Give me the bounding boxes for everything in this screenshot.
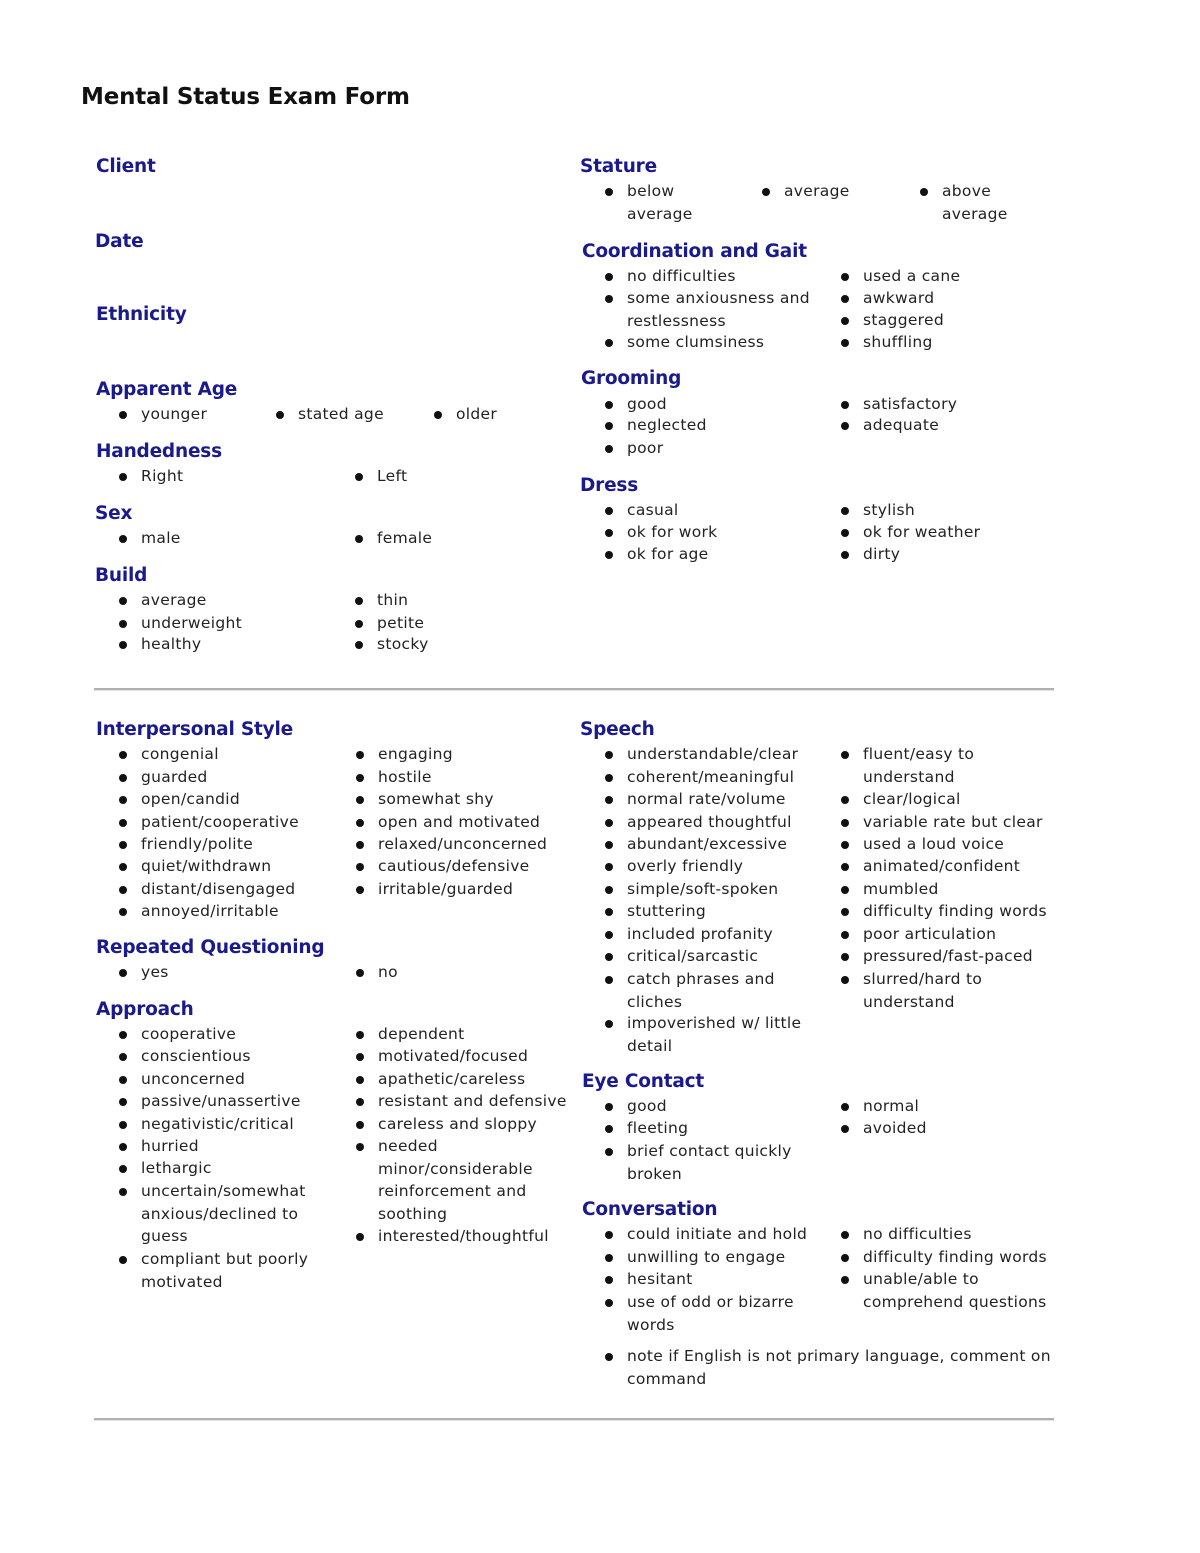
option-coherent[interactable]: coherent/meaningful	[605, 766, 835, 789]
option-engaging[interactable]: engaging	[356, 743, 566, 766]
bullet-icon	[841, 953, 849, 961]
bullet-icon	[605, 1020, 613, 1028]
bullet-icon	[119, 473, 127, 481]
bullet-icon	[841, 551, 849, 559]
bullet-icon	[605, 751, 613, 759]
bullet-icon	[841, 1254, 849, 1262]
bullet-icon	[605, 422, 613, 430]
bullet-icon	[605, 1353, 613, 1361]
approach-heading: Approach	[96, 999, 194, 1020]
bullet-icon	[841, 1103, 849, 1111]
option-irritable-guarded[interactable]: irritable/guarded	[356, 878, 566, 901]
bullet-icon	[119, 535, 127, 543]
option-clear-logical[interactable]: clear/logical	[841, 788, 1056, 811]
option-female[interactable]: female	[355, 527, 555, 550]
bullet-icon	[841, 273, 849, 281]
option-cautious[interactable]: cautious/defensive	[356, 855, 566, 878]
bullet-icon	[841, 529, 849, 537]
bullet-icon	[841, 751, 849, 759]
bullet-icon	[356, 819, 364, 827]
option-soft-spoken[interactable]: simple/soft-spoken	[605, 878, 835, 901]
option-yes[interactable]: yes	[119, 961, 344, 984]
bullet-icon	[119, 1076, 127, 1084]
option-needed-reinforcement[interactable]: needed minor/considerable reinforcement and soothing	[356, 1135, 551, 1225]
option-stocky[interactable]: stocky	[355, 633, 555, 656]
bullet-icon	[605, 931, 613, 939]
bullet-icon	[119, 1031, 127, 1039]
bullet-icon	[605, 445, 613, 453]
option-variable-rate[interactable]: variable rate but clear	[841, 811, 1056, 834]
bullet-icon	[355, 597, 363, 605]
option-annoyed[interactable]: annoyed/irritable	[119, 900, 344, 923]
ethnicity-label: Ethnicity	[96, 304, 187, 325]
option-neglected[interactable]: neglected	[605, 414, 830, 437]
option-adequate[interactable]: adequate	[841, 414, 1051, 437]
date-label: Date	[95, 231, 144, 252]
option-clumsiness[interactable]: some clumsiness	[605, 331, 830, 354]
option-distant[interactable]: distant/disengaged	[119, 878, 344, 901]
option-interested[interactable]: interested/thoughtful	[356, 1225, 571, 1248]
option-poor-articulation[interactable]: poor articulation	[841, 923, 1056, 946]
bullet-icon	[355, 473, 363, 481]
option-above-average[interactable]: above average	[920, 180, 1030, 225]
option-no[interactable]: no	[356, 961, 566, 984]
stature-heading: Stature	[580, 156, 657, 177]
bullet-icon	[119, 841, 127, 849]
bullet-icon	[841, 422, 849, 430]
option-fluent[interactable]: fluent/easy to understand	[841, 743, 1011, 788]
option-ok-for-weather[interactable]: ok for weather	[841, 521, 1051, 544]
bullet-icon	[119, 1121, 127, 1129]
bullet-icon	[605, 188, 613, 196]
option-unconcerned[interactable]: unconcerned	[119, 1068, 344, 1091]
bullet-icon	[920, 188, 928, 196]
option-english-note[interactable]: note if English is not primary language, comment on command	[605, 1345, 1055, 1390]
option-initiate-hold[interactable]: could initiate and hold	[605, 1223, 835, 1246]
bullet-icon	[119, 796, 127, 804]
option-mumbled[interactable]: mumbled	[841, 878, 1056, 901]
bullet-icon	[841, 976, 849, 984]
option-no-difficulties[interactable]: no difficulties	[605, 265, 830, 288]
option-satisfactory[interactable]: satisfactory	[841, 393, 1051, 416]
bullet-icon	[119, 1188, 127, 1196]
bullet-icon	[605, 796, 613, 804]
option-pressured[interactable]: pressured/fast-paced	[841, 945, 1056, 968]
bullet-icon	[605, 295, 613, 303]
option-profanity[interactable]: included profanity	[605, 923, 835, 946]
bullet-icon	[356, 1053, 364, 1061]
interpersonal-heading: Interpersonal Style	[96, 719, 293, 740]
bullet-icon	[841, 1125, 849, 1133]
bullet-icon	[356, 886, 364, 894]
option-eye-normal[interactable]: normal	[841, 1095, 1056, 1118]
section-divider	[94, 688, 1054, 691]
bullet-icon	[356, 1076, 364, 1084]
bullet-icon	[841, 1231, 849, 1239]
option-hurried[interactable]: hurried	[119, 1135, 344, 1158]
option-younger[interactable]: younger	[119, 403, 269, 426]
option-understandable[interactable]: understandable/clear	[605, 743, 835, 766]
option-somewhat-shy[interactable]: somewhat shy	[356, 788, 566, 811]
speech-heading: Speech	[580, 719, 655, 740]
build-heading: Build	[95, 565, 148, 586]
option-guarded[interactable]: guarded	[119, 766, 344, 789]
option-thoughtful[interactable]: appeared thoughtful	[605, 811, 835, 834]
bullet-icon	[119, 1098, 127, 1106]
client-label: Client	[96, 156, 156, 177]
option-fleeting[interactable]: fleeting	[605, 1117, 835, 1140]
option-brief-contact[interactable]: brief contact quickly broken	[605, 1140, 810, 1185]
bullet-icon	[605, 1125, 613, 1133]
bullet-icon	[356, 751, 364, 759]
option-anxiousness[interactable]: some anxiousness and restlessness	[605, 287, 830, 332]
repeated-questioning-heading: Repeated Questioning	[96, 937, 325, 958]
option-loud-voice[interactable]: used a loud voice	[841, 833, 1056, 856]
bullet-icon	[356, 1143, 364, 1151]
bullet-icon	[119, 620, 127, 628]
bullet-icon	[605, 507, 613, 515]
option-older[interactable]: older	[434, 403, 584, 426]
bullet-icon	[605, 1148, 613, 1156]
option-poor[interactable]: poor	[605, 437, 830, 460]
option-shuffling[interactable]: shuffling	[841, 331, 1051, 354]
eye-contact-heading: Eye Contact	[582, 1071, 705, 1092]
bullet-icon	[356, 1121, 364, 1129]
bullet-icon	[841, 295, 849, 303]
bullet-icon	[605, 1254, 613, 1262]
bullet-icon	[356, 1031, 364, 1039]
apparent-age-heading: Apparent Age	[96, 379, 238, 400]
bullet-icon	[119, 908, 127, 916]
option-normal-rate[interactable]: normal rate/volume	[605, 788, 835, 811]
bullet-icon	[119, 411, 127, 419]
bullet-icon	[605, 976, 613, 984]
option-conv-no-difficulties[interactable]: no difficulties	[841, 1223, 1056, 1246]
bullet-icon	[841, 908, 849, 916]
option-male[interactable]: male	[119, 527, 339, 550]
option-passive[interactable]: passive/unassertive	[119, 1090, 344, 1113]
option-apathetic[interactable]: apathetic/careless	[356, 1068, 571, 1091]
bullet-icon	[119, 863, 127, 871]
bullet-icon	[841, 886, 849, 894]
dress-heading: Dress	[580, 475, 639, 496]
bullet-icon	[841, 401, 849, 409]
option-sarcastic[interactable]: critical/sarcastic	[605, 945, 835, 968]
bullet-icon	[841, 317, 849, 325]
bullet-icon	[119, 774, 127, 782]
option-underweight[interactable]: underweight	[119, 612, 339, 635]
bottom-divider	[94, 1418, 1054, 1421]
option-slurred[interactable]: slurred/hard to understand	[841, 968, 1011, 1013]
option-difficulty-finding-words[interactable]: difficulty finding words	[841, 900, 1056, 923]
bullet-icon	[841, 1276, 849, 1284]
bullet-icon	[605, 819, 613, 827]
sex-heading: Sex	[95, 503, 133, 524]
bullet-icon	[605, 1103, 613, 1111]
option-catch-phrases[interactable]: catch phrases and cliches	[605, 968, 805, 1013]
option-compliant[interactable]: compliant but poorly motivated	[119, 1248, 324, 1293]
bullet-icon	[356, 841, 364, 849]
bullet-icon	[605, 863, 613, 871]
bullet-icon	[605, 1231, 613, 1239]
bullet-icon	[762, 188, 770, 196]
option-right[interactable]: Right	[119, 465, 339, 488]
option-friendly-polite[interactable]: friendly/polite	[119, 833, 344, 856]
option-hostile[interactable]: hostile	[356, 766, 566, 789]
option-comprehend[interactable]: unable/able to comprehend questions	[841, 1268, 1056, 1313]
page-title: Mental Status Exam Form	[81, 84, 410, 110]
bullet-icon	[356, 1233, 364, 1241]
option-eye-good[interactable]: good	[605, 1095, 835, 1118]
option-ok-for-work[interactable]: ok for work	[605, 521, 830, 544]
option-staggered[interactable]: staggered	[841, 309, 1051, 332]
option-negativistic[interactable]: negativistic/critical	[119, 1113, 344, 1136]
option-cooperative[interactable]: cooperative	[119, 1023, 344, 1046]
bullet-icon	[605, 841, 613, 849]
bullet-icon	[119, 1143, 127, 1151]
bullet-icon	[119, 1053, 127, 1061]
bullet-icon	[605, 1299, 613, 1307]
bullet-icon	[841, 339, 849, 347]
option-awkward[interactable]: awkward	[841, 287, 1051, 310]
bullet-icon	[841, 931, 849, 939]
option-unwilling[interactable]: unwilling to engage	[605, 1246, 835, 1269]
bullet-icon	[841, 841, 849, 849]
bullet-icon	[434, 411, 442, 419]
bullet-icon	[605, 551, 613, 559]
bullet-icon	[276, 411, 284, 419]
option-conscientious[interactable]: conscientious	[119, 1045, 344, 1068]
handedness-heading: Handedness	[96, 441, 222, 462]
option-grooming-good[interactable]: good	[605, 393, 830, 416]
option-overly-friendly[interactable]: overly friendly	[605, 855, 835, 878]
bullet-icon	[119, 886, 127, 894]
option-abundant[interactable]: abundant/excessive	[605, 833, 835, 856]
conversation-heading: Conversation	[582, 1199, 718, 1220]
option-below-average[interactable]: below average	[605, 180, 715, 225]
coordination-heading: Coordination and Gait	[582, 241, 807, 262]
option-relaxed[interactable]: relaxed/unconcerned	[356, 833, 566, 856]
option-open-motivated[interactable]: open and motivated	[356, 811, 566, 834]
option-avoided[interactable]: avoided	[841, 1117, 1056, 1140]
bullet-icon	[356, 774, 364, 782]
option-left[interactable]: Left	[355, 465, 555, 488]
bullet-icon	[119, 597, 127, 605]
bullet-icon	[605, 401, 613, 409]
bullet-icon	[841, 819, 849, 827]
option-motivated-focused[interactable]: motivated/focused	[356, 1045, 571, 1068]
bullet-icon	[841, 863, 849, 871]
option-careless-sloppy[interactable]: careless and sloppy	[356, 1113, 571, 1136]
option-conv-difficulty-words[interactable]: difficulty finding words	[841, 1246, 1056, 1269]
option-dirty[interactable]: dirty	[841, 543, 1051, 566]
option-cane[interactable]: used a cane	[841, 265, 1051, 288]
bullet-icon	[356, 1098, 364, 1106]
bullet-icon	[605, 1276, 613, 1284]
option-uncertain[interactable]: uncertain/somewhat anxious/declined to guess	[119, 1180, 324, 1248]
bullet-icon	[841, 507, 849, 515]
bullet-icon	[355, 620, 363, 628]
bullet-icon	[605, 339, 613, 347]
bullet-icon	[605, 774, 613, 782]
bullet-icon	[356, 969, 364, 977]
option-open-candid[interactable]: open/candid	[119, 788, 344, 811]
option-stuttering[interactable]: stuttering	[605, 900, 835, 923]
option-petite[interactable]: petite	[355, 612, 555, 635]
option-ok-for-age[interactable]: ok for age	[605, 543, 830, 566]
option-animated[interactable]: animated/confident	[841, 855, 1056, 878]
grooming-heading: Grooming	[581, 368, 682, 389]
option-build-average[interactable]: average	[119, 589, 339, 612]
bullet-icon	[605, 953, 613, 961]
bullet-icon	[605, 529, 613, 537]
option-impoverished[interactable]: impoverished w/ little detail	[605, 1012, 815, 1057]
option-patient[interactable]: patient/cooperative	[119, 811, 344, 834]
option-casual[interactable]: casual	[605, 499, 830, 522]
bullet-icon	[119, 751, 127, 759]
option-odd-words[interactable]: use of odd or bizarre words	[605, 1291, 810, 1336]
bullet-icon	[356, 796, 364, 804]
bullet-icon	[355, 641, 363, 649]
option-resistant[interactable]: resistant and defensive	[356, 1090, 571, 1113]
option-hesitant[interactable]: hesitant	[605, 1268, 835, 1291]
option-lethargic[interactable]: lethargic	[119, 1157, 344, 1180]
bullet-icon	[119, 641, 127, 649]
option-healthy[interactable]: healthy	[119, 633, 339, 656]
bullet-icon	[119, 1165, 127, 1173]
option-quiet[interactable]: quiet/withdrawn	[119, 855, 344, 878]
bullet-icon	[119, 969, 127, 977]
bullet-icon	[355, 535, 363, 543]
bullet-icon	[119, 1256, 127, 1264]
bullet-icon	[119, 819, 127, 827]
bullet-icon	[841, 796, 849, 804]
bullet-icon	[605, 273, 613, 281]
option-stature-average[interactable]: average	[762, 180, 902, 203]
bullet-icon	[605, 886, 613, 894]
option-congenial[interactable]: congenial	[119, 743, 344, 766]
bullet-icon	[356, 863, 364, 871]
option-stylish[interactable]: stylish	[841, 499, 1051, 522]
option-dependent[interactable]: dependent	[356, 1023, 571, 1046]
bullet-icon	[605, 908, 613, 916]
option-thin[interactable]: thin	[355, 589, 555, 612]
option-stated-age[interactable]: stated age	[276, 403, 426, 426]
